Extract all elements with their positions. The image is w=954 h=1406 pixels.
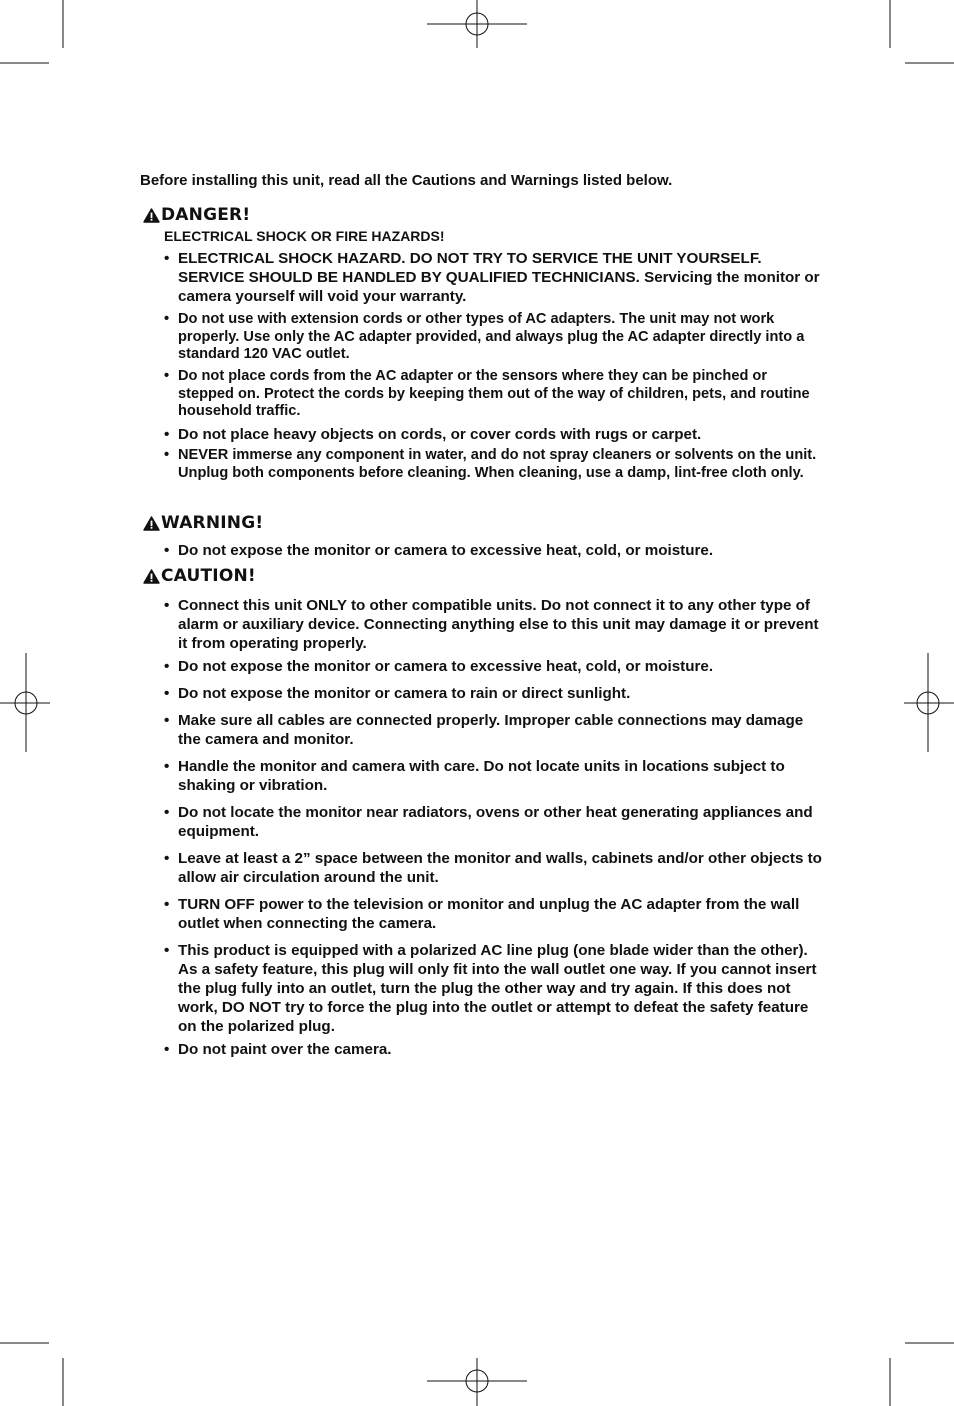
- list-item-text: Do not place cords from the AC adapter or the sensors where they can be pinched or stepped on. Protect the cords by keeping them out of the way of children, pets, and routine household traffic.: [178, 368, 810, 419]
- bullet-marker: •: [164, 712, 170, 729]
- list-item: [164, 368, 824, 421]
- bullet-marker: •: [164, 1041, 170, 1058]
- caution-title: CAUTION!: [161, 566, 256, 586]
- list-item-text: Do not use with extension cords or other types of AC adapters. The unit may not work properly. Use only the AC adapter provided, and always plug the AC adapter directly into a standard 120 VAC outlet.: [178, 311, 805, 362]
- list-item-text: Do not expose the monitor or camera to excessive heat, cold, or moisture.: [178, 542, 714, 559]
- list-item-text: Leave at least a 2” space between the monitor and walls, cabinets and/or other objects to allow air circulation around the unit.: [178, 850, 822, 886]
- bullet-marker: •: [164, 658, 170, 675]
- bullet-marker: •: [164, 426, 170, 443]
- list-item: [164, 425, 824, 444]
- list-item-text: Do not expose the monitor or camera to rain or direct sunlight.: [178, 685, 631, 702]
- warning-triangle-icon: [143, 516, 160, 531]
- warning-triangle-icon: [143, 208, 160, 223]
- list-item-text: Make sure all cables are connected properly. Improper cable connections may damage the camera and monitor.: [178, 712, 804, 748]
- list-item: [164, 895, 824, 933]
- bullet-marker: •: [164, 311, 170, 327]
- bullet-marker: •: [164, 850, 170, 867]
- list-item: [164, 596, 824, 653]
- list-item-text: Connect this unit ONLY to other compatible units. Do not connect it to any other type of alarm or auxiliary device. Connecting anything else to this unit may damage it or prevent it from operating properly.: [178, 597, 819, 652]
- bullet-marker: •: [164, 368, 170, 384]
- bullet-marker: •: [164, 758, 170, 775]
- bullet-marker: •: [164, 597, 170, 614]
- caution-heading: [143, 566, 256, 586]
- list-item: [164, 684, 824, 703]
- list-item-text: Do not expose the monitor or camera to excessive heat, cold, or moisture.: [178, 658, 714, 675]
- bullet-marker: •: [164, 896, 170, 913]
- bullet-marker: •: [164, 942, 170, 959]
- intro-text: Before installing this unit, read all the Cautions and Warnings listed below.: [140, 172, 673, 189]
- bullet-marker: •: [164, 447, 170, 463]
- danger-subtitle: ELECTRICAL SHOCK OR FIRE HAZARDS!: [164, 228, 445, 244]
- bullet-marker: •: [164, 542, 170, 559]
- list-item-text: This product is equipped with a polarized AC line plug (one blade wider than the other). As a safety feature, this plug will only fit into the wall outlet one way. If you cannot insert the plug fully into an outlet, turn the plug the other way and try again. If this does not work, DO NOT try to force the plug into the outlet or attempt to defeat the safety feature on the polarized plug.: [178, 942, 817, 1035]
- list-item: [164, 941, 824, 1036]
- list-item: [164, 711, 824, 749]
- danger-heading: [143, 205, 250, 225]
- warning-heading: [143, 513, 263, 533]
- list-item: [164, 541, 824, 560]
- list-item-text: Handle the monitor and camera with care. Do not locate units in locations subject to shaking or vibration.: [178, 758, 785, 794]
- list-item-text: Do not paint over the camera.: [178, 1041, 392, 1058]
- list-item: [164, 447, 824, 482]
- warning-title: WARNING!: [161, 513, 264, 533]
- warning-triangle-icon: [143, 569, 160, 584]
- list-item-text: TURN OFF power to the television or monitor and unplug the AC adapter from the wall outlet when connecting the camera.: [178, 896, 800, 932]
- list-item: [164, 657, 824, 676]
- bullet-marker: •: [164, 250, 170, 267]
- list-item: [164, 249, 824, 306]
- list-item: [164, 1040, 824, 1059]
- list-item: [164, 757, 824, 795]
- list-item-text: Do not place heavy objects on cords, or cover cords with rugs or carpet.: [178, 426, 702, 443]
- bullet-marker: •: [164, 804, 170, 821]
- list-item-text: ELECTRICAL SHOCK HAZARD. DO NOT TRY TO SERVICE THE UNIT YOURSELF. SERVICE SHOULD BE HANDLED BY QUALIFIED TECHNICIANS. Servicing the monitor or camera yourself will void your warranty.: [178, 250, 820, 305]
- list-item: [164, 849, 824, 887]
- list-item: [164, 803, 824, 841]
- bullet-marker: •: [164, 685, 170, 702]
- danger-title: DANGER!: [161, 205, 251, 225]
- list-item-text: NEVER immerse any component in water, and do not spray cleaners or solvents on the unit. Unplug both components before cleaning. When cleaning, use a damp, lint-free cloth only.: [178, 447, 817, 481]
- list-item: [164, 311, 824, 364]
- list-item-text: Do not locate the monitor near radiators, ovens or other heat generating appliances and equipment.: [178, 804, 813, 840]
